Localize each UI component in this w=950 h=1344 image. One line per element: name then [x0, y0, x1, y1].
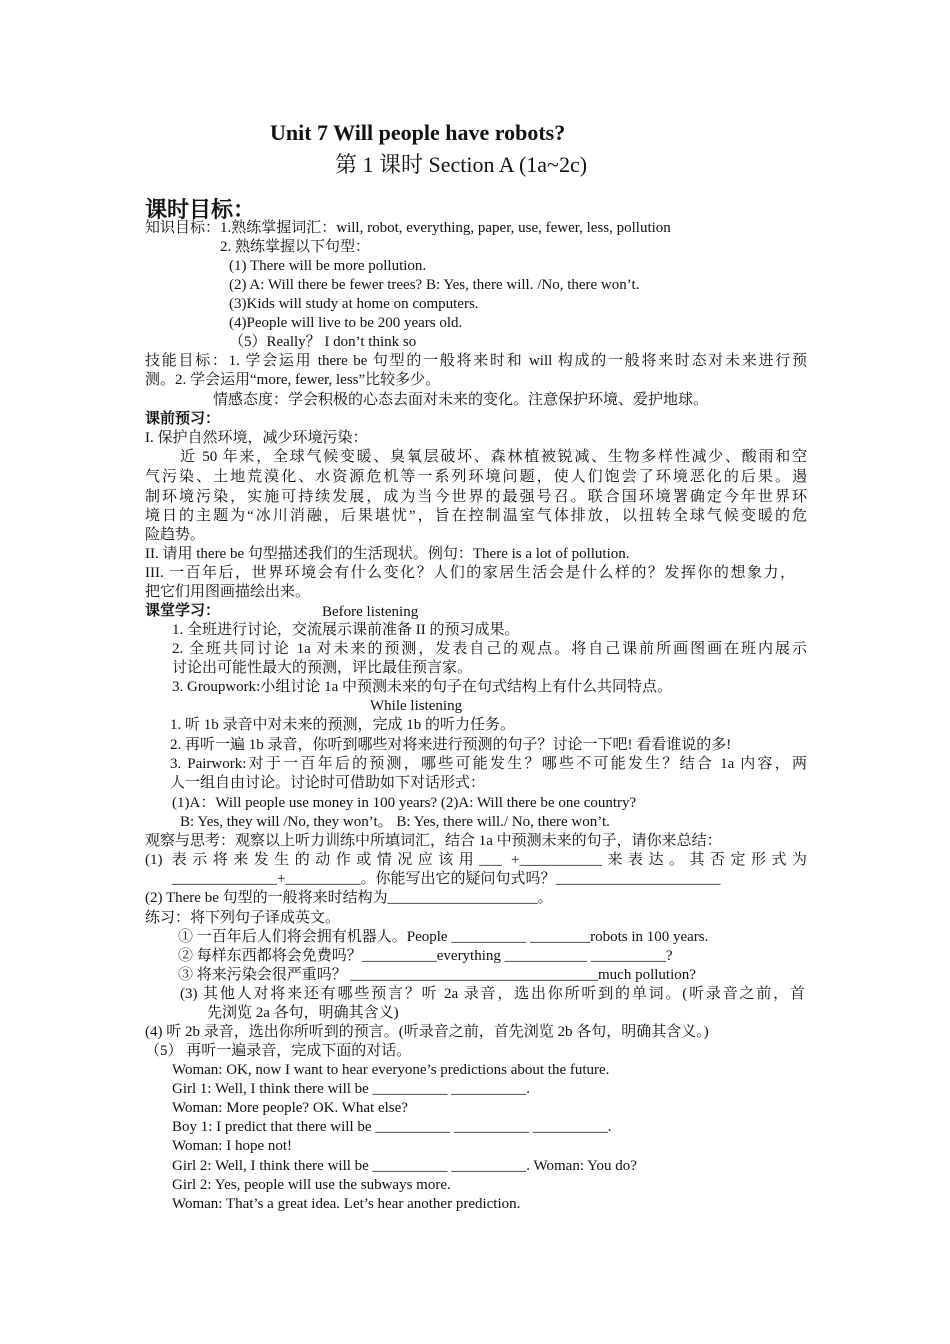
preview-item-1: I. 保护自然环境，减少环境污染： [145, 430, 368, 446]
dialogue-line: Girl 2: Yes, people will use the subways more. [172, 1177, 451, 1193]
dialogue-line: Woman: That’s a great idea. Let’s hear another prediction. [172, 1196, 521, 1212]
sentence-pattern: (3)Kids will study at home on computers. [229, 296, 479, 312]
practice-item: ③ 将来污染会很严重吗？ _________________________________much pollution? [178, 967, 696, 983]
knowledge-objective: 知识目标：1.熟练掌握词汇：will, robot, everything, paper, use, fewer, less, pollution [145, 220, 671, 236]
sentence-pattern: （5）Really？ I don’t think so [229, 334, 417, 350]
activity-item: 2. 再听一遍 1b 录音，你听到哪些对将来进行预测的句子？讨论一下吧! 看看谁说的多! [170, 737, 732, 753]
preview-item-2: II. 请用 there be 句型描述我们的生活现状。例句：There is a lot of pollution. [145, 546, 630, 562]
activity-item-cont: 人一组自由讨论。讨论时可借助如下对话形式： [170, 775, 486, 791]
knowledge-objective-2: 2. 熟练掌握以下句型： [220, 239, 371, 255]
classroom-heading: 课堂学习： [145, 603, 221, 619]
activity-item-cont: 讨论出可能性最大的预测，评比最佳预言家。 [172, 660, 473, 676]
sentence-pattern: (1) There will be more pollution. [229, 258, 427, 274]
dialogue-line: Woman: OK, now I want to hear everyone’s predictions about the future. [172, 1062, 610, 1078]
practice-item: (4) 听 2b 录音，选出你所听到的预言。(听录音之前，首先浏览 2b 各句，明确其含义。) [145, 1024, 709, 1040]
sentence-pattern: (4)People will live to be 200 years old. [229, 315, 463, 331]
observe-question-2: (2) There be 句型的一般将来时结构为____________________。 [145, 890, 553, 906]
preview-paragraph-line: 险趋势。 [145, 527, 206, 543]
skill-objective-cont: 测。2. 学会运用“more, fewer, less”比较多少。 [145, 372, 441, 388]
activity-item: 3. Pairwork:对于一百年后的预测，哪些可能发生？哪些不可能发生？结合 1a 内容，两 [170, 756, 807, 772]
skill-objective: 技能目标：1. 学会运用 there be 句型的一般将来时和 will 构成的一般将来时态对未来进行预 [145, 353, 807, 369]
observe-intro: 观察与思考：观察以上听力训练中所填词汇，结合 1a 中预测未来的句子，请你来总结： [145, 833, 722, 849]
practice-item-cont: 先浏览 2a 各句，明确其含义) [207, 1005, 399, 1021]
observe-question-1-cont: ______________+__________。你能写出它的疑问句式吗？______________________ [172, 871, 721, 887]
dialogue-example: B: Yes, they will /No, they won’t。 B: Yes, there will./ No, there won’t. [180, 814, 610, 830]
activity-item: 1. 听 1b 录音中对未来的预测，完成 1b 的听力任务。 [170, 717, 516, 733]
preview-paragraph-line: 近 50 年来，全球气候变暖、臭氧层破坏、森林植被锐减、生物多样性减少、酸雨和空 [180, 449, 807, 465]
preview-item-3: III. 一百年后，世界环境会有什么变化？人们的家居生活会是什么样的？发挥你的想象力， [145, 565, 795, 581]
page-subtitle: 第 1 课时 Section A (1a~2c) [335, 152, 588, 177]
dialogue-example: (1)A：Will people use money in 100 years? (2)A: Will there be one country? [172, 795, 637, 811]
emotion-objective: 情感态度：学会积极的心态去面对未来的变化。注意保护环境、爱护地球。 [213, 392, 709, 408]
preview-heading: 课前预习： [145, 411, 221, 427]
dialogue-line: Girl 2: Well, I think there will be __________ __________. Woman: You do? [172, 1158, 637, 1174]
page-title: Unit 7 Will people have robots? [270, 120, 566, 145]
practice-item: （5） 再听一遍录音，完成下面的对话。 [145, 1043, 412, 1059]
practice-item: (3) 其他人对将来还有哪些预言？听 2a 录音，选出你所听到的单词。(听录音之前，首 [180, 986, 805, 1002]
preview-paragraph-line: 制环境污染，实施可持续发展，成为当今世界的最强号召。联合国环境署确定今年世界环 [145, 489, 807, 505]
dialogue-line: Woman: I hope not! [172, 1138, 293, 1154]
sentence-pattern: (2) A: Will there be fewer trees? B: Yes, there will. /No, there won’t. [229, 277, 640, 293]
while-listening-heading: While listening [370, 698, 463, 714]
dialogue-line: Woman: More people? OK. What else? [172, 1100, 408, 1116]
activity-item: 3. Groupwork:小组讨论 1a 中预测未来的句子在句式结构上有什么共同特点。 [172, 679, 672, 695]
dialogue-line: Boy 1: I predict that there will be __________ __________ __________. [172, 1119, 612, 1135]
practice-item: ① 一百年后人们将会拥有机器人。People __________ ________robots in 100 years. [178, 929, 709, 945]
preview-paragraph-line: 气污染、土地荒漠化、水资源危机等一系列环境问题，使人们饱尝了环境恶化的后果。遏 [145, 469, 807, 485]
observe-question-1: (1) 表示将来发生的动作或情况应该用___ +___________来表达。其否定形式为 [145, 852, 807, 868]
activity-item: 1. 全班进行讨论，交流展示课前准备 II 的预习成果。 [172, 622, 520, 638]
practice-item: ② 每样东西都将会免费吗？__________everything ___________ __________? [178, 948, 673, 964]
practice-heading: 练习：将下列句子译成英文。 [145, 910, 341, 926]
dialogue-line: Girl 1: Well, I think there will be __________ __________. [172, 1081, 531, 1097]
preview-item-3-cont: 把它们用图画描绘出来。 [145, 584, 311, 600]
objectives-heading: 课时目标： [145, 197, 256, 222]
before-listening-heading: Before listening [322, 604, 419, 620]
preview-paragraph-line: 境日的主题为“冰川消融，后果堪忧”，旨在控制温室气体排放，以扭转全球气候变暖的危 [145, 508, 807, 524]
activity-item: 2. 全班共同讨论 1a 对未来的预测，发表自己的观点。将自己课前所画图画在班内展示 [172, 641, 807, 657]
